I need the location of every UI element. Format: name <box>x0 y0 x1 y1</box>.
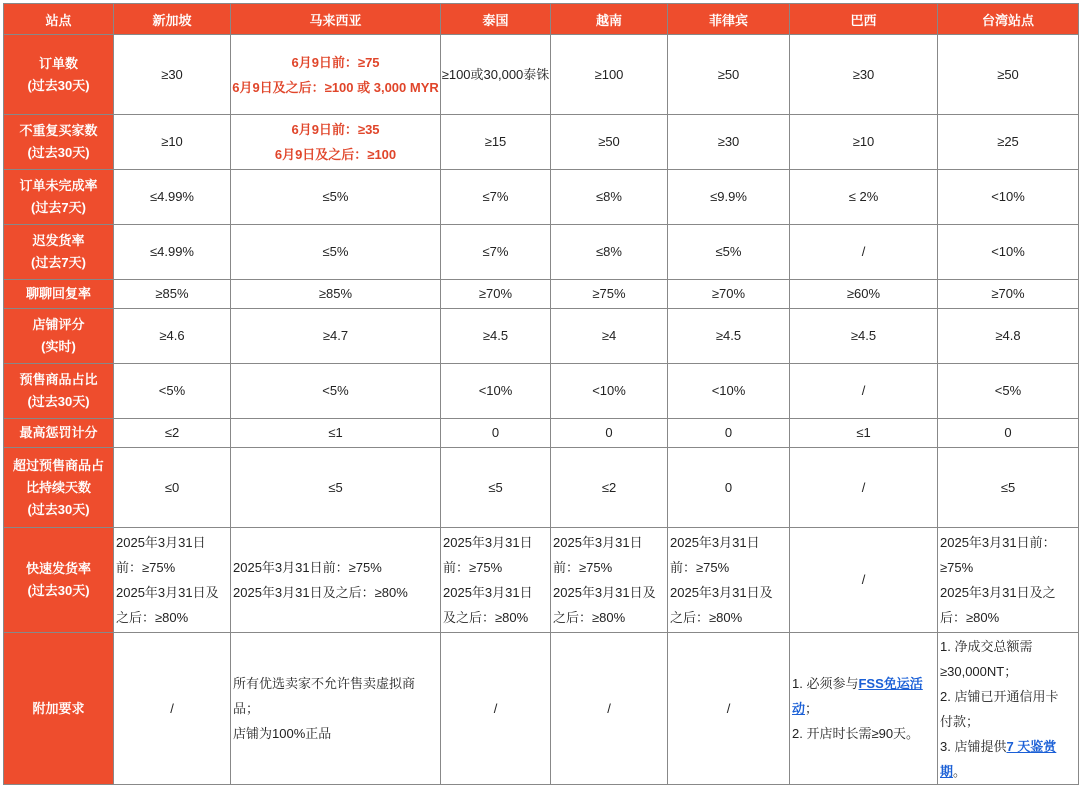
text-fragment: 。 <box>953 763 967 779</box>
cell-line: 2025年3月31日及 <box>553 585 656 600</box>
label-line: 订单未完成率 <box>19 178 98 193</box>
label-line: (过去30天) <box>27 501 90 517</box>
label-line: (过去30天) <box>27 145 90 160</box>
cell-sg: ≥4.6 <box>114 309 231 364</box>
row-additional-requirements <box>4 633 1079 785</box>
cell-vn: ≤8% <box>551 170 668 225</box>
cell-vn: ≥50 <box>551 115 668 170</box>
cell-line: 2025年3月31日 <box>443 535 533 550</box>
cell-th: ≤7% <box>441 225 551 280</box>
cell-vn: ≥100 <box>551 35 668 115</box>
cell-br: ≤1 <box>790 419 938 448</box>
cell-my: <5% <box>231 364 441 419</box>
cell-my <box>231 528 441 633</box>
cell-vn: / <box>551 633 668 785</box>
cell-sg: ≥30 <box>114 35 231 115</box>
row-label <box>4 115 114 170</box>
row-unique-buyers <box>4 115 1079 170</box>
cell-vn: 0 <box>551 419 668 448</box>
cell-tw: 0 <box>938 419 1079 448</box>
cell-line: 前：≥75% <box>116 560 176 575</box>
cell-ph <box>668 528 790 633</box>
cell-ph: ≥4.5 <box>668 309 790 364</box>
cell-ph: ≤9.9% <box>668 170 790 225</box>
cell-line: ≥30,000NT； <box>940 663 1018 679</box>
cell-sg: ≤0 <box>114 448 231 528</box>
header-singapore: 新加坡 <box>114 4 231 35</box>
cell-tw: <10% <box>938 225 1079 280</box>
cell-line: 2025年3月31日及 <box>670 585 773 600</box>
cell-vn <box>551 528 668 633</box>
cell-line: 2025年3月31日及之后：≥80% <box>233 585 408 600</box>
row-order-count <box>4 35 1079 115</box>
row-chat-response-rate <box>4 280 1079 309</box>
cell-th <box>441 528 551 633</box>
cell-line: 2025年3月31日前：≥75% <box>233 560 382 575</box>
label-line: 店铺评分 <box>32 317 85 332</box>
cell-line: 6月9日及之后：≥100 或 3,000 MYR <box>232 79 439 95</box>
cell-line: 店铺为100%正品 <box>233 726 332 741</box>
cell-br: ≤ 2% <box>790 170 938 225</box>
label-line: 迟发货率 <box>32 233 85 248</box>
cell-th: / <box>441 633 551 785</box>
cell-th: ≥15 <box>441 115 551 170</box>
cell-line: 2025年3月31日及 <box>116 585 219 600</box>
header-philippines: 菲律宾 <box>668 4 790 35</box>
header-brazil: 巴西 <box>790 4 938 35</box>
cell-line: 6月9日及之后：≥100 <box>274 147 397 162</box>
cell-br: ≥60% <box>790 280 938 309</box>
cell-ph: 0 <box>668 419 790 448</box>
row-label <box>4 309 114 364</box>
cell-th: ≤7% <box>441 170 551 225</box>
cell-ph: <10% <box>668 364 790 419</box>
header-row <box>4 4 1079 35</box>
cell-line: 付款； <box>940 713 980 729</box>
row-label <box>4 35 114 115</box>
cell-br: ≥4.5 <box>790 309 938 364</box>
label-line: 比持续天数 <box>25 479 91 495</box>
text-fragment: 3. 店铺提供 <box>940 738 1007 754</box>
row-fast-shipping-rate <box>4 528 1079 633</box>
cell-ph: / <box>668 633 790 785</box>
label-line: (过去7天) <box>31 255 86 270</box>
header-malaysia: 马来西亚 <box>231 4 441 35</box>
cell-line: 所有优选卖家不允许售卖虚拟商 <box>233 676 416 691</box>
seven-day-appraisal-link-cont[interactable]: 期 <box>940 763 954 779</box>
cell-sg <box>114 528 231 633</box>
row-label <box>4 528 114 633</box>
cell-line: 2025年3月31日 <box>116 535 206 550</box>
cell-br: ≥30 <box>790 35 938 115</box>
cell-sg: / <box>114 633 231 785</box>
cell-vn: ≥4 <box>551 309 668 364</box>
cell-br: / <box>790 528 938 633</box>
cell-line: 2025年3月31日 <box>553 535 643 550</box>
cell-my <box>231 35 441 115</box>
cell-sg: ≤2 <box>114 419 231 448</box>
cell-line <box>792 671 937 696</box>
label-line: (过去30天) <box>27 394 90 409</box>
row-non-fulfilment-rate <box>4 170 1079 225</box>
cell-line: 2025年3月31日 <box>670 535 760 550</box>
label-line: 超过预售商品占 <box>12 457 104 473</box>
cell-vn: ≤8% <box>551 225 668 280</box>
label-line: (过去30天) <box>27 77 90 93</box>
label-line: 最高惩罚计分 <box>19 425 98 440</box>
cell-line: 前：≥75% <box>670 560 730 575</box>
cell-my: ≥4.7 <box>231 309 441 364</box>
text-fragment: 1. 必须参与 <box>792 676 859 691</box>
header-taiwan: 台湾站点 <box>938 4 1079 35</box>
seven-day-appraisal-link[interactable]: 7 天鉴赏 <box>1006 738 1057 754</box>
cell-th: ≥4.5 <box>441 309 551 364</box>
label-line: 聊聊回复率 <box>25 286 91 301</box>
cell-tw: ≤5 <box>938 448 1079 528</box>
cell-line: 2025年3月31日及之 <box>940 585 1056 600</box>
cell-ph: ≤5% <box>668 225 790 280</box>
cell-line: 之后：≥80% <box>670 610 743 625</box>
cell-sg: ≤4.99% <box>114 225 231 280</box>
cell-my: ≤5% <box>231 225 441 280</box>
cell-br: / <box>790 364 938 419</box>
cell-line <box>940 734 1078 759</box>
cell-th: ≤5 <box>441 448 551 528</box>
cell-line: 6月9日前：≥35 <box>291 122 380 137</box>
cell-vn: <10% <box>551 364 668 419</box>
row-late-shipment-rate <box>4 225 1079 280</box>
cell-my: ≤5 <box>231 448 441 528</box>
cell-line: 2. 开店时长需≥90天。 <box>792 726 920 741</box>
preferred-seller-requirements-table <box>3 3 1079 785</box>
cell-ph: ≥50 <box>668 35 790 115</box>
cell-line: 前：≥75% <box>443 560 503 575</box>
row-label: 附加要求 <box>4 633 114 785</box>
label-line: (过去30天) <box>27 583 90 598</box>
cell-sg: ≤4.99% <box>114 170 231 225</box>
cell-tw: ≥70% <box>938 280 1079 309</box>
cell-my: ≤1 <box>231 419 441 448</box>
cell-line: 2025年3月31日 <box>443 585 533 600</box>
row-preorder-excess-days <box>4 448 1079 528</box>
header-site: 站点 <box>4 4 114 35</box>
cell-line: 之后：≥80% <box>116 610 189 625</box>
cell-sg: ≥85% <box>114 280 231 309</box>
text-fragment: ； <box>805 701 819 716</box>
row-shop-rating <box>4 309 1079 364</box>
cell-th: <10% <box>441 364 551 419</box>
cell-br: / <box>790 448 938 528</box>
row-penalty-points <box>4 419 1079 448</box>
cell-tw <box>938 633 1079 785</box>
cell-my <box>231 633 441 785</box>
cell-ph: 0 <box>668 448 790 528</box>
cell-tw: <5% <box>938 364 1079 419</box>
cell-my: ≤5% <box>231 170 441 225</box>
row-label <box>4 280 114 309</box>
cell-line: 2025年3月31日前： <box>940 535 1056 550</box>
cell-vn: ≤2 <box>551 448 668 528</box>
cell-line: 2. 店铺已开通信用卡 <box>940 688 1059 704</box>
header-vietnam: 越南 <box>551 4 668 35</box>
cell-vn: ≥75% <box>551 280 668 309</box>
label-line: 订单数 <box>38 55 78 71</box>
cell-line <box>940 759 1078 784</box>
label-line: 快速发货率 <box>25 561 91 576</box>
cell-tw: ≥4.8 <box>938 309 1079 364</box>
cell-my <box>231 115 441 170</box>
fss-free-shipping-link-cont[interactable]: 动 <box>792 701 806 716</box>
fss-free-shipping-link[interactable]: FSS免运活 <box>858 676 923 691</box>
cell-my: ≥85% <box>231 280 441 309</box>
cell-tw: ≥50 <box>938 35 1079 115</box>
row-label <box>4 364 114 419</box>
label-line: (过去7天) <box>31 200 86 215</box>
cell-ph: ≥70% <box>668 280 790 309</box>
cell-tw: <10% <box>938 170 1079 225</box>
row-label <box>4 419 114 448</box>
cell-line: 品； <box>233 701 260 716</box>
cell-sg: <5% <box>114 364 231 419</box>
label-line: 预售商品占比 <box>19 372 98 387</box>
label-line: 不重复买家数 <box>19 123 98 138</box>
cell-line: ≥75% <box>940 560 974 575</box>
cell-br <box>790 633 938 785</box>
cell-line: 之后：≥80% <box>553 610 626 625</box>
cell-sg: ≥10 <box>114 115 231 170</box>
cell-th: 0 <box>441 419 551 448</box>
cell-br: ≥10 <box>790 115 938 170</box>
cell-ph: ≥30 <box>668 115 790 170</box>
cell-line: 后：≥80% <box>940 610 1000 625</box>
cell-th: ≥100或30,000泰铢 <box>441 35 551 115</box>
cell-tw <box>938 528 1079 633</box>
row-label <box>4 225 114 280</box>
cell-line: 前：≥75% <box>553 560 613 575</box>
cell-line: 6月9日前：≥75 <box>291 54 380 70</box>
cell-line <box>792 696 937 721</box>
cell-line: 及之后：≥80% <box>443 610 529 625</box>
row-label <box>4 448 114 528</box>
header-thailand: 泰国 <box>441 4 551 35</box>
cell-tw: ≥25 <box>938 115 1079 170</box>
row-preorder-ratio <box>4 364 1079 419</box>
cell-br: / <box>790 225 938 280</box>
cell-line: 1. 净成交总额需 <box>940 638 1033 654</box>
label-line: (实时) <box>41 339 76 354</box>
row-label <box>4 170 114 225</box>
cell-th: ≥70% <box>441 280 551 309</box>
